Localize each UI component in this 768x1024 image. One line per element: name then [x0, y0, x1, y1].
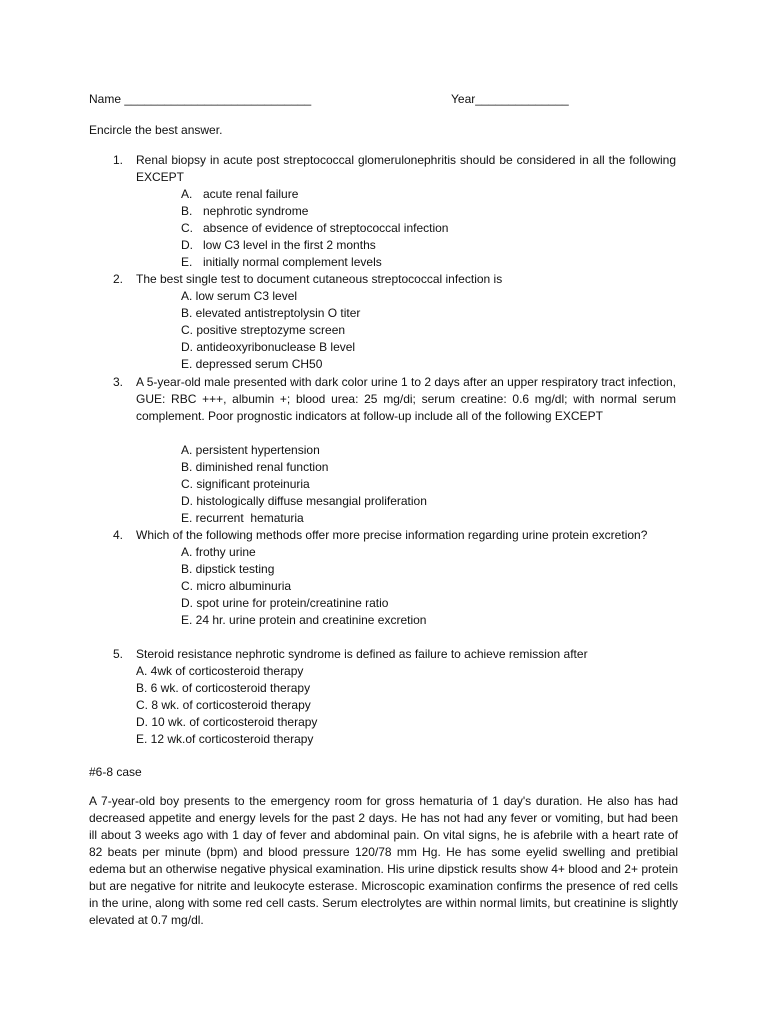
option: B. nephrotic syndrome	[181, 204, 309, 218]
question-number: 1.	[113, 153, 124, 167]
question-stem: Renal biopsy in acute post streptococcal glomerulonephritis should be considered in all the following EXCEPT	[136, 153, 676, 184]
option: C. absence of evidence of streptococcal infection	[181, 221, 449, 235]
option: B. dipstick testing	[181, 562, 275, 576]
option: D. spot urine for protein/creatinine ratio	[181, 596, 389, 610]
option: A. 4wk of corticosteroid therapy	[136, 664, 304, 678]
option: D. histologically diffuse mesangial proliferation	[181, 494, 427, 508]
case-heading: #6-8 case	[89, 765, 142, 779]
option: C. micro albuminuria	[181, 579, 292, 593]
question-stem: Steroid resistance nephrotic syndrome is defined as failure to achieve remission after	[136, 647, 588, 661]
option: B. diminished renal function	[181, 460, 329, 474]
option: A. frothy urine	[181, 545, 256, 559]
option: B. 6 wk. of corticosteroid therapy	[136, 681, 311, 695]
option: A. persistent hypertension	[181, 443, 320, 457]
option: A. acute renal failure	[181, 187, 299, 201]
question-stem: Which of the following methods offer more precise information regarding urine protein excretion?	[136, 528, 648, 542]
question-stem: A 5-year-old male presented with dark color urine 1 to 2 days after an upper respiratory tract infection, GUE: RBC +++, albumin +; blood urea: 25 mg/di; serum creatine: 0.6 mg/dl; with normal serum complement. Poor prognostic indicators at follow-up include all of the following EXCEPT	[136, 375, 676, 423]
question-number: 2.	[113, 272, 124, 286]
option: D. 10 wk. of corticosteroid therapy	[136, 715, 318, 729]
option: E. recurrent hematuria	[181, 511, 304, 525]
option: D. antideoxyribonuclease B level	[181, 340, 356, 354]
option: C. positive streptozyme screen	[181, 323, 346, 337]
option: C. 8 wk. of corticosteroid therapy	[136, 698, 311, 712]
option: E. 12 wk.of corticosteroid therapy	[136, 732, 314, 746]
question-number: 4.	[113, 528, 124, 542]
option: C. significant proteinuria	[181, 477, 310, 491]
year-field-label: Year______________	[451, 92, 569, 106]
option: B. elevated antistreptolysin O titer	[181, 306, 361, 320]
name-field-label: Name ____________________________	[89, 92, 312, 106]
option: D. low C3 level in the first 2 months	[181, 238, 376, 252]
option: E. depressed serum CH50	[181, 357, 323, 371]
instruction-text: Encircle the best answer.	[89, 123, 223, 137]
question-number: 3.	[113, 375, 124, 389]
question-number: 5.	[113, 647, 124, 661]
question-stem: The best single test to document cutaneous streptococcal infection is	[136, 272, 503, 286]
case-paragraph: A 7-year-old boy presents to the emergency room for gross hematuria of 1 day's duration. He also has had decreased appetite and energy levels for the past 2 days. He has not had any fever or vomiting, but had been ill about 3 weeks ago with 1 day of fever and abdominal pain. On vital signs, he is afebrile with a heart rate of 82 beats per minute (bpm) and blood pressure 120/78 mm Hg. He has some eyelid swelling and pretibial edema but an otherwise negative physical examination. His urine dipstick results show 4+ blood and 2+ protein but are negative for nitrite and leukocyte esterase. Microscopic examination confirms the presence of red cells in the urine, along with some red cell casts. Serum electrolytes are within normal limits, but creatinine is slightly elevated at 0.7 mg/dl.	[89, 794, 679, 927]
option: E. 24 hr. urine protein and creatinine excretion	[181, 613, 427, 627]
option: A. low serum C3 level	[181, 289, 298, 303]
option: E. initially normal complement levels	[181, 255, 382, 269]
